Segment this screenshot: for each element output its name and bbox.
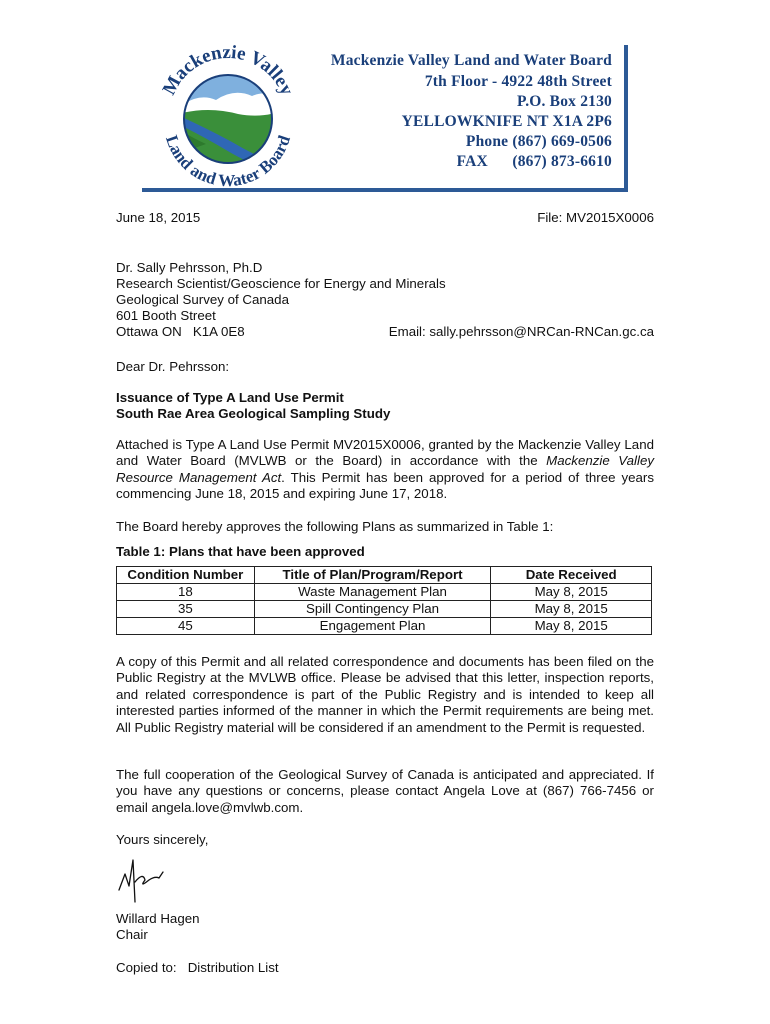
cell-date: May 8, 2015 [491, 601, 652, 618]
recipient-email: Email: sally.pehrsson@NRCan-RNCan.gc.ca [388, 324, 654, 339]
cell-date: May 8, 2015 [491, 584, 652, 601]
logo-text-bottom: Land and Water Board [161, 132, 295, 191]
address-city: YELLOWKNIFE NT X1A 2P6 [401, 113, 612, 130]
cell-condition: 45 [117, 618, 255, 635]
header-date-received: Date Received [491, 567, 652, 584]
mvlwb-logo [148, 36, 308, 196]
act-title: Mackenzie Valley Resource Management Act [116, 453, 654, 485]
org-name: Mackenzie Valley Land and Water Board [330, 52, 612, 69]
cell-date: May 8, 2015 [491, 618, 652, 635]
phone: Phone (867) 669-0506 [465, 133, 612, 150]
cell-condition: 35 [117, 601, 255, 618]
recipient-title: Research Scientist/Geoscience for Energy and Minerals [116, 276, 446, 291]
table-header-row [117, 567, 652, 584]
plans-table [116, 566, 652, 635]
paragraph-plans-intro: The Board hereby approves the following Plans as summarized in Table 1: [116, 519, 554, 534]
header-title: Title of Plan/Program/Report [254, 567, 491, 584]
paragraph-contact: The full cooperation of the Geological Survey of Canada is anticipated and appreciated. If you have any questions or concerns, please contact Angela Love at (867) 766-7456 or email angela.love@mvlwb.com. [116, 767, 654, 815]
address-floor: 7th Floor - 4922 48th Street [424, 73, 612, 90]
recipient-name: Dr. Sally Pehrsson, Ph.D [116, 260, 263, 275]
table-caption: Table 1: Plans that have been approved [116, 544, 365, 559]
table-row [117, 601, 652, 618]
header-condition-number: Condition Number [117, 567, 255, 584]
address-pobox: P.O. Box 2130 [516, 93, 612, 110]
paragraph-public-registry: A copy of this Permit and all related correspondence and documents has been filed on the Public Registry at the MVLWB office. Please be advised that this letter, inspection reports, and related correspondence is part of the Public Registry and is intended to keep all interested parties informed of the manner in which the Permit requirements are being met. All Public Registry material will be considered if an amendment to the Permit is requested. [116, 654, 654, 735]
salutation: Dear Dr. Pehrsson: [116, 359, 230, 374]
letter-date: June 18, 2015 [116, 210, 201, 225]
cell-title: Engagement Plan [254, 618, 491, 635]
recipient-city: Ottawa ON K1A 0E8 [116, 324, 245, 339]
closing: Yours sincerely, [116, 832, 209, 847]
cell-title: Waste Management Plan [254, 584, 491, 601]
table-row [117, 584, 652, 601]
recipient-street: 601 Booth Street [116, 308, 216, 323]
signer-name: Willard Hagen [116, 911, 200, 926]
recipient-org: Geological Survey of Canada [116, 292, 289, 307]
file-number: File: MV2015X0006 [537, 210, 654, 225]
logo-text-top: Mackenzie Valley [158, 41, 298, 99]
fax: FAX (867) 873-6610 [456, 153, 612, 170]
table-row [117, 618, 652, 635]
signer-title: Chair [116, 927, 148, 942]
subject-line-1: Issuance of Type A Land Use Permit [116, 390, 344, 405]
signature-image [115, 852, 175, 910]
subject-line-2: South Rae Area Geological Sampling Study [116, 406, 391, 421]
cell-title: Spill Contingency Plan [254, 601, 491, 618]
cell-condition: 18 [117, 584, 255, 601]
paragraph-permit: Attached is Type A Land Use Permit MV2015X0006, granted by the Mackenzie Valley Land and Water Board (MVLWB or the Board) in accordance with the Mackenzie Valley Resource Management Act. This Permit has been approved for a period of three years commencing June 18, 2015 and expiring June 17, 2018. [116, 437, 654, 502]
copied-to: Copied to: Distribution List [116, 960, 279, 975]
